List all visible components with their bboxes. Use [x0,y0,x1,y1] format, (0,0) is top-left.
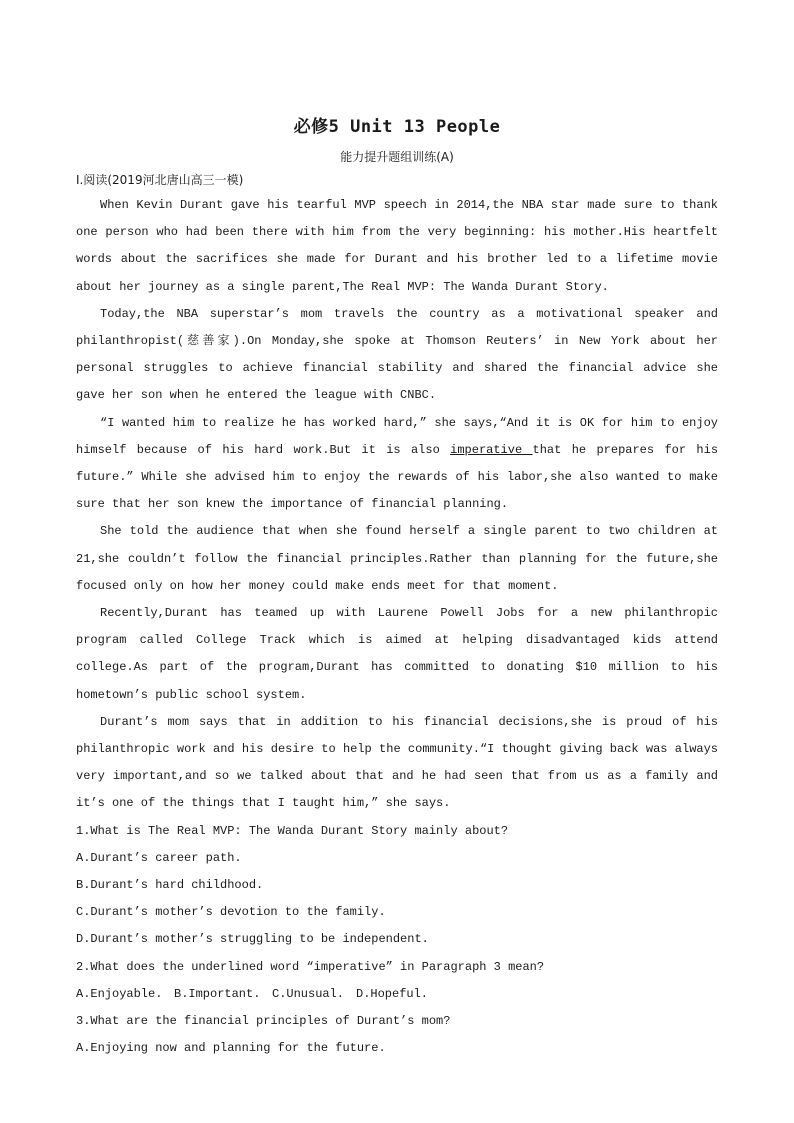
question-2-stem: 2.What does the underlined word “imperative” in Paragraph 3 mean? [76,959,545,974]
underlined-word: imperative [450,442,533,457]
question-1 [76,818,718,954]
question-1-option-b: B.Durant’s hard childhood. [76,878,264,893]
question-1-stem: 1.What is The Real MVP: The Wanda Durant Story mainly about? [76,823,509,838]
paragraph-2: Today,the NBA superstar’s mom travels the country as a motivational speaker and philanthropist(慈善家).On Monday,she spoke at Thomson Reuters’ in New York about her personal struggles to achieve financial stability and shared the financial advice she gave her son when he entered the league with CNBC. [76,306,718,403]
question-2-option-a: A.Enjoyable. [76,986,163,1001]
question-2-option-b: B.Important. [174,986,261,1001]
question-3 [76,1008,718,1062]
paragraph-3-start: “I wanted him to realize he has worked hard,” she says,“And it is OK for him to enjoy himself because of his hard work.But it is also [76,415,718,457]
document-title: 必修5 Unit 13 People [293,117,501,137]
question-1-option-a: A.Durant’s career path. [76,850,242,865]
question-1-option-c: C.Durant’s mother’s devotion to the family. [76,905,386,920]
question-2-options [76,981,718,1008]
paragraph-4: She told the audience that when she found herself a single parent to two children at 21,she couldn’t follow the financial principles.Rather than planning for the future,she focused only on how her money could make ends meet for that moment. [76,524,718,593]
paragraph-3-end: that he prepares for his future.” While she advised him to enjoy the rewards of his labor,she also wanted to make sure that her son knew the importance of financial planning. [76,442,719,512]
question-3-stem: 3.What are the financial principles of Durant’s mom? [76,1014,451,1029]
section-heading: Ⅰ.阅读(2019河北唐山高三一模) [76,173,244,187]
paragraph-5: Recently,Durant has teamed up with Laurene Powell Jobs for a new philanthropic program called College Track which is aimed at helping disadvantaged kids attend college.As part of the program,Durant has committed to donating $10 million to his hometown’s public school system. [76,606,718,702]
question-2-option-c: C.Unusual. [272,986,345,1001]
paragraph-3 [76,410,718,519]
paragraph-1: When Kevin Durant gave his tearful MVP speech in 2014,the NBA star made sure to thank one person who had been there with him from the very beginning: his mother.His heartfelt words about the sacrifices she made for Durant and his brother led to a lifetime movie about her journey as a single parent,The Real MVP: The Wanda Durant Story. [76,198,718,294]
question-1-option-d: D.Durant’s mother’s struggling to be independent. [76,932,429,947]
question-2-option-d: D.Hopeful. [356,986,429,1001]
reading-passage [76,192,718,1063]
document-page [76,112,718,1063]
paragraph-6: Durant’s mom says that in addition to his financial decisions,she is proud of his philanthropic work and his desire to help the community.“I thought giving back was always very important,and so we talked about that and he had seen that from us as a family and it’s one of the things that I taught him,” she says. [76,714,718,811]
question-2 [76,954,718,1008]
document-subtitle: 能力提升题组训练(A) [340,150,454,164]
question-3-option-a: A.Enjoying now and planning for the future. [76,1041,386,1056]
